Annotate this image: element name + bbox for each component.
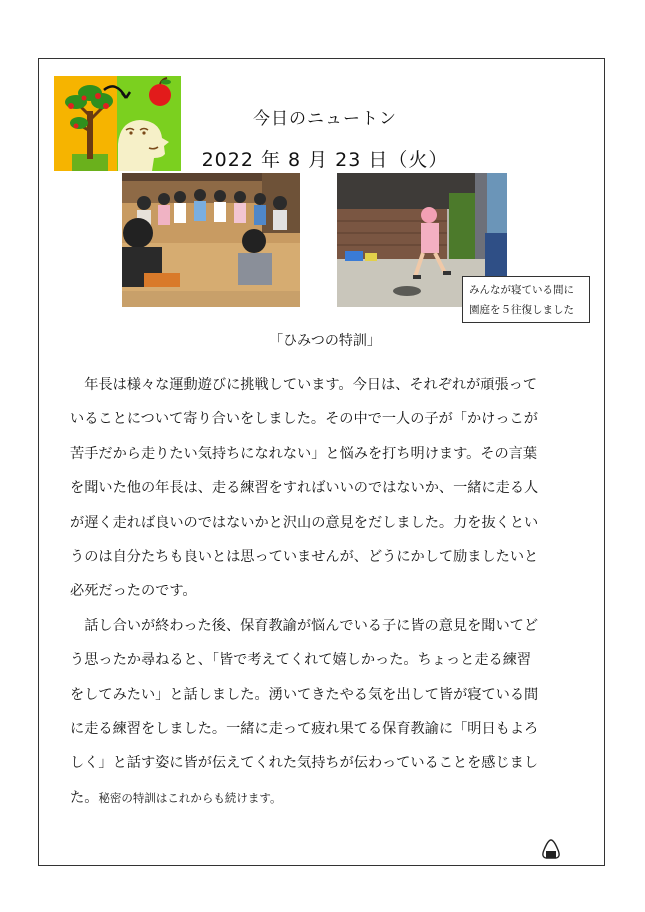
caption-line: 園庭を５往復しました	[469, 304, 574, 316]
newton-logo	[54, 76, 181, 171]
article-line: が遅く走れば良いのではないかと沢山の意見をだしました。力を抜くとい	[70, 514, 539, 531]
article-last-line	[70, 781, 590, 815]
article-line: う思ったか尋ねると、「皆で考えてくれて嬉しかった。ちょっと走る練習	[70, 652, 532, 669]
photo-caption	[462, 276, 590, 323]
newsletter-title: 今日のニュートン	[253, 109, 397, 129]
article-line: 苦手だから走りたい気持ちになれない」と悩みを打ち明けます。その言葉	[70, 445, 538, 462]
article-line: 必死だったのです。	[70, 583, 197, 600]
article-line: 話し合いが終わった後、保育教諭が悩んでいる子に皆の意見を聞いてど	[70, 617, 539, 634]
article-line: いることについて寄り合いをしました。その中で一人の子が「かけっこが	[70, 411, 538, 428]
article-line: 年長は様々な運動遊びに挑戦しています。今日は、それぞれが頑張って	[70, 377, 538, 393]
caption-line: みんなが寝ている間に	[469, 284, 574, 296]
article-closing-note: 秘密の特訓はこれからも続けます。	[98, 790, 282, 805]
article-heading: 「ひみつの特訓」	[269, 333, 381, 349]
photo-children-meeting	[122, 173, 300, 307]
article-line: しく」と話す姿に皆が伝えてくれた気持ちが伝わっていることを感じまし	[70, 755, 539, 772]
article-line: を聞いた他の年長は、走る練習をすればいいのではないか、一緒に走る人	[70, 480, 539, 497]
article-line: をしてみたい」と話しました。湧いてきたやる気を出して皆が寝ている間	[70, 686, 539, 703]
rice-ball-icon	[540, 838, 562, 860]
article-line-end: た。	[70, 789, 99, 806]
newsletter-date: 2022 年 8 月 23 日（火）	[201, 149, 449, 171]
article-body	[70, 368, 590, 815]
article-line: うのは自分たちも良いとは思っていませんが、どうにかして励ましたいと	[70, 548, 539, 565]
article-line: に走る練習をしました。一緒に走って疲れ果てる保育教諭に「明日もよろ	[70, 720, 539, 737]
